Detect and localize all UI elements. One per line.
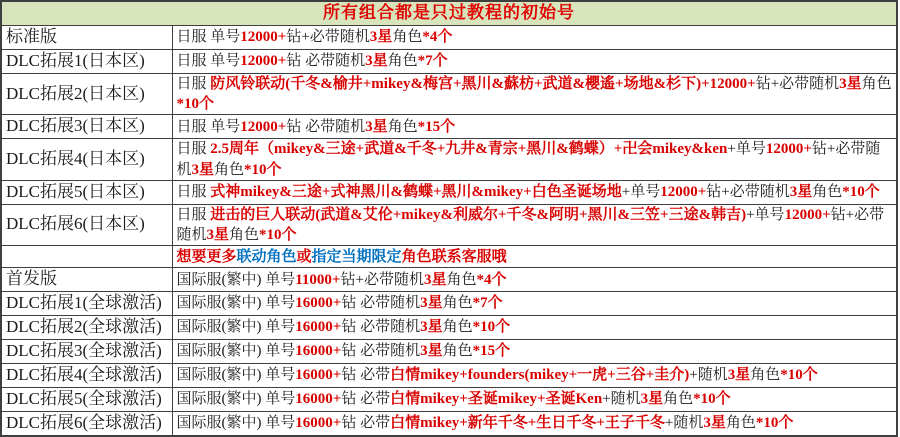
text-segment: *10个 <box>244 161 282 178</box>
text-segment: 日服 <box>176 206 211 223</box>
text-segment: *4个 <box>422 29 453 46</box>
row-label: DLC拓展2(全球激活) <box>1 316 172 340</box>
text-segment: 16000+ <box>295 415 342 432</box>
text-segment: 角色 <box>387 118 418 135</box>
text-segment: *10个 <box>755 415 794 432</box>
text-segment: 角色 <box>214 161 245 178</box>
text-segment: 3星 <box>703 415 726 432</box>
text-segment: 钻 必带随机 <box>341 343 421 360</box>
row-description <box>172 25 897 49</box>
text-segment: 3星 <box>727 367 751 384</box>
table-row <box>1 139 897 181</box>
row-description <box>172 363 897 387</box>
row-description <box>172 292 897 316</box>
table-row <box>1 387 897 411</box>
table-row <box>1 49 897 73</box>
row-label <box>1 246 172 268</box>
text-segment: 3星 <box>420 343 443 360</box>
text-segment: 16000+ <box>295 319 342 336</box>
text-segment: 16000+ <box>295 295 342 312</box>
text-segment: 角色 <box>725 415 756 432</box>
row-description <box>172 180 897 204</box>
text-segment: *4个 <box>476 271 507 288</box>
row-label: 首发版 <box>1 268 172 292</box>
text-segment: 钻 必带 <box>341 391 391 408</box>
text-segment: 角色 <box>442 295 473 312</box>
text-segment: 想要更多 <box>176 248 237 265</box>
text-segment: 国际服(繁中) 单号 <box>176 319 296 336</box>
text-segment: 钻 必带随机 <box>286 53 366 70</box>
row-description <box>172 204 897 246</box>
text-segment: 角色 <box>446 271 477 288</box>
row-label: DLC拓展5(全球激活) <box>1 387 172 411</box>
text-segment: +单号 <box>727 141 766 158</box>
text-segment: 钻 必带随机 <box>341 319 421 336</box>
text-segment: 3星 <box>420 295 443 312</box>
row-label: DLC拓展6(全球激活) <box>1 411 172 435</box>
text-segment: *10个 <box>259 226 297 243</box>
text-segment: 3星 <box>191 161 215 178</box>
text-segment: *10个 <box>472 319 511 336</box>
text-segment: 16000+ <box>295 367 342 384</box>
table-row <box>1 246 897 268</box>
text-segment: *7个 <box>417 53 448 70</box>
text-segment: 12000+ <box>784 206 831 223</box>
row-label: DLC拓展3(日本区) <box>1 115 172 139</box>
text-segment: 日服 单号 <box>176 53 241 70</box>
row-label: DLC拓展1(日本区) <box>1 49 172 73</box>
text-segment: 钻+必带随机 <box>286 29 370 46</box>
text-segment: 角色 <box>812 184 843 201</box>
text-segment: 国际服(繁中) 单号 <box>176 343 296 360</box>
row-label: DLC拓展4(日本区) <box>1 139 172 181</box>
row-description <box>172 73 897 115</box>
text-segment: 国际服(繁中) 单号 <box>176 415 296 432</box>
text-segment: 钻+必带随机 <box>176 141 881 178</box>
row-description <box>172 411 897 435</box>
text-segment: 3星 <box>420 319 443 336</box>
header-row <box>1 1 897 25</box>
text-segment: 钻+必带随机 <box>176 206 885 243</box>
text-segment: 3星 <box>206 226 230 243</box>
text-segment: 钻+必带随机 <box>755 75 840 92</box>
text-segment: 12000+ <box>240 118 287 135</box>
text-segment: 角色 <box>861 75 892 92</box>
row-description <box>172 316 897 340</box>
text-segment: 3星 <box>369 29 393 46</box>
table-row <box>1 340 897 364</box>
row-label: DLC拓展2(日本区) <box>1 73 172 115</box>
text-segment: 角色联系客服哦 <box>401 248 507 265</box>
row-description <box>172 49 897 73</box>
text-segment: 3星 <box>789 184 813 201</box>
text-segment: 日服 <box>176 141 211 158</box>
text-segment: 白情mikey+founders(mikey+一虎+三谷+圭介) <box>390 367 690 384</box>
row-label: DLC拓展4(全球激活) <box>1 363 172 387</box>
row-label: 标准版 <box>1 25 172 49</box>
table-row <box>1 115 897 139</box>
text-segment: +单号 <box>621 184 661 201</box>
row-description <box>172 139 897 181</box>
text-segment: *10个 <box>780 367 818 384</box>
table-row <box>1 316 897 340</box>
text-segment: 角色 <box>387 53 418 70</box>
text-segment: +单号 <box>746 206 785 223</box>
text-segment: +随机 <box>664 415 704 432</box>
text-segment: 日服 单号 <box>176 29 241 46</box>
text-segment: 防风铃联动(千冬&榆井+mikey&梅宫+黑川&蘇枋+武道&櫻遙+场地&杉下)+12000+ <box>210 75 756 92</box>
text-segment: 白情mikey+新年千冬+生日千冬+王子千冬 <box>390 415 665 432</box>
row-label: DLC拓展6(日本区) <box>1 204 172 246</box>
table-row <box>1 292 897 316</box>
text-segment: 国际服(繁中) 单号 <box>176 271 296 288</box>
table-row <box>1 204 897 246</box>
text-segment: 指定当期限定 <box>311 248 402 265</box>
row-label: DLC拓展1(全球激活) <box>1 292 172 316</box>
text-segment: 或 <box>296 248 312 265</box>
text-segment: *15个 <box>417 118 456 135</box>
table-title: 所有组合都是只过教程的初始号 <box>1 1 897 25</box>
text-segment: *15个 <box>472 343 511 360</box>
row-description <box>172 340 897 364</box>
text-segment: 日服 <box>176 184 211 201</box>
text-segment: 16000+ <box>295 391 342 408</box>
text-segment: 白情mikey+圣诞mikey+圣诞Ken <box>390 391 603 408</box>
text-segment: 16000+ <box>295 343 342 360</box>
row-description <box>172 387 897 411</box>
text-segment: 3星 <box>423 271 447 288</box>
row-description <box>172 246 897 268</box>
table-row <box>1 363 897 387</box>
text-segment: 3星 <box>640 391 664 408</box>
text-segment: *10个 <box>842 184 880 201</box>
text-segment: 钻+必带随机 <box>706 184 790 201</box>
text-segment: 角色 <box>442 343 473 360</box>
table-row <box>1 180 897 204</box>
text-segment: 12000+ <box>765 141 812 158</box>
text-segment: *10个 <box>176 96 215 113</box>
text-segment: 钻 必带 <box>341 415 391 432</box>
table-row <box>1 73 897 115</box>
text-segment: 角色 <box>750 367 781 384</box>
text-segment: 式神mikey&三途+式神黑川&鹤蝶+黑川&mikey+白色圣诞场地 <box>210 184 622 201</box>
text-segment: 12000+ <box>240 53 287 70</box>
text-segment: 角色 <box>442 319 473 336</box>
table-row <box>1 411 897 435</box>
text-segment: 12000+ <box>240 29 287 46</box>
text-segment: 角色 <box>229 226 260 243</box>
text-segment: 钻 必带随机 <box>286 118 366 135</box>
text-segment: +随机 <box>602 391 641 408</box>
text-segment: 联动角色 <box>236 248 297 265</box>
text-segment: 角色 <box>663 391 694 408</box>
text-segment: 2.5周年（mikey&三途+武道&千冬+九井&青宗+黑川&鹤蝶）+卍会mikey&ken <box>210 141 728 158</box>
text-segment: 进击的巨人联动(武道&艾伦+mikey&利威尔+千冬&阿明+黑川&三笠+三途&韩吉) <box>210 206 747 223</box>
text-segment: 日服 单号 <box>176 118 241 135</box>
text-segment: 3星 <box>365 53 388 70</box>
text-segment: 3星 <box>365 118 388 135</box>
text-segment: 12000+ <box>660 184 707 201</box>
text-segment: +随机 <box>689 367 728 384</box>
text-segment: 日服 <box>176 75 211 92</box>
text-segment: *10个 <box>693 391 731 408</box>
text-segment: 11000+ <box>295 271 341 288</box>
text-segment: 角色 <box>392 29 423 46</box>
text-segment: 国际服(繁中) 单号 <box>176 295 296 312</box>
text-segment: 钻 必带 <box>341 367 391 384</box>
row-description <box>172 115 897 139</box>
text-segment: 钻 必带随机 <box>341 295 421 312</box>
text-segment: 3星 <box>839 75 862 92</box>
text-segment: 钻+必带随机 <box>340 271 424 288</box>
text-segment: *7个 <box>472 295 503 312</box>
table-row <box>1 25 897 49</box>
row-label: DLC拓展5(日本区) <box>1 180 172 204</box>
text-segment: 国际服(繁中) 单号 <box>176 391 296 408</box>
text-segment: 国际服(繁中) 单号 <box>176 367 296 384</box>
row-label: DLC拓展3(全球激活) <box>1 340 172 364</box>
row-description <box>172 268 897 292</box>
table-row <box>1 268 897 292</box>
